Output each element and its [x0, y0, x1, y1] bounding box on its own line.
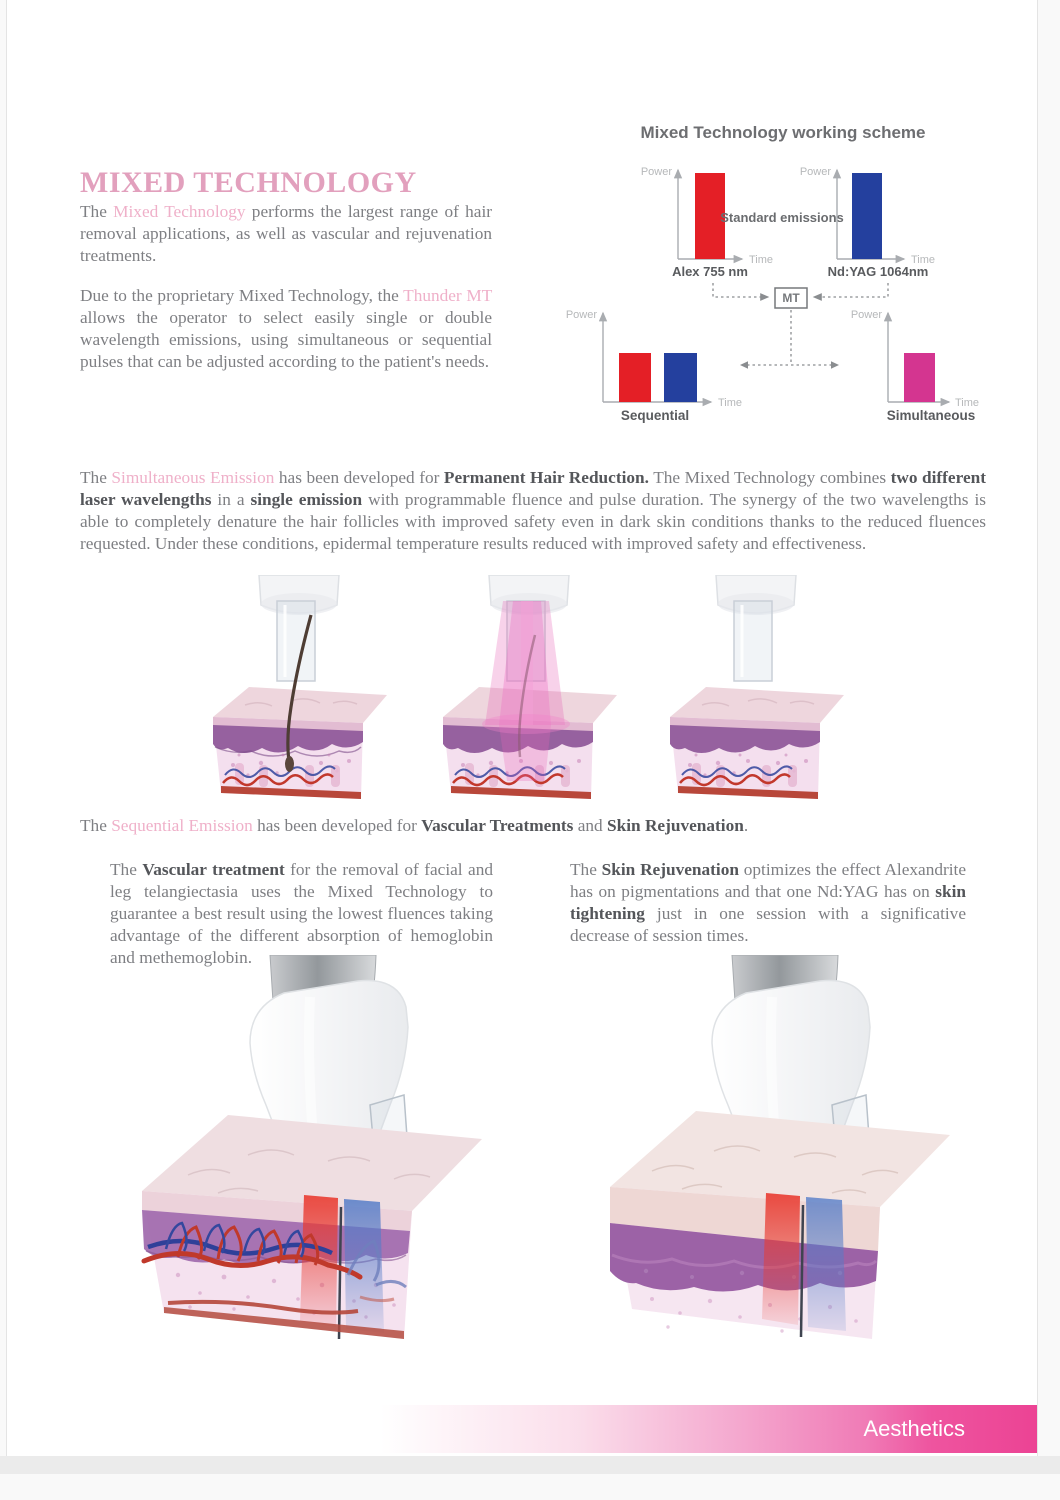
- ndyag-beam: [806, 1197, 846, 1331]
- ndyag-to-mt-connector: [814, 283, 888, 297]
- text-run: Due to the proprietary Mixed Technology, the: [80, 286, 404, 305]
- time-axis-label: Time: [955, 397, 980, 409]
- vascular-treatment-bold: Vascular treatment: [142, 860, 285, 879]
- single-emission-bold: single emission: [250, 490, 363, 509]
- right-margin: [1038, 0, 1060, 1456]
- power-axis-label: Power: [640, 166, 672, 178]
- hair-removal-step2-illustration: [423, 575, 623, 805]
- sequential-ndyag-bar: [664, 353, 697, 402]
- arrow-left-icon: [740, 361, 748, 368]
- power-axis-label: Power: [799, 166, 831, 178]
- simultaneous-mixed-bar: [904, 353, 935, 402]
- simultaneous-label: Simultaneous: [886, 408, 976, 423]
- text-run: The: [80, 468, 112, 487]
- power-axis-label: Power: [850, 309, 882, 321]
- time-axis-label: Time: [911, 254, 936, 266]
- hair-removal-step1-illustration: [193, 575, 393, 805]
- text-run: The: [570, 860, 602, 879]
- skin-rejuvenation-bold: Skin Rejuvenation: [601, 860, 739, 879]
- intro-paragraph-2: [80, 285, 492, 373]
- hair-follicle: [285, 756, 294, 772]
- text-run: The Mixed Technology combines: [648, 468, 891, 487]
- text-run: optimizes the effect Alexandrite has on pigmentations and that one Nd:YAG has on: [570, 860, 967, 901]
- skin-rejuvenation-paragraph: [570, 859, 966, 947]
- alexandrite-beam: [762, 1193, 800, 1325]
- text-run: for the removal of facial and leg telangiectasia uses the Mixed Technology to guarantee a best result using the lowest fluences taking advantage of the different absorption of hemoglobin and methemoglobin.: [110, 860, 493, 967]
- diagram-title: Mixed Technology working scheme: [640, 123, 926, 142]
- skin-tightening-bold: skin tightening: [570, 882, 966, 923]
- hair-removal-step3-illustration: [650, 575, 850, 805]
- page-bottom-separator: [0, 1456, 1060, 1474]
- simultaneous-emission-highlight: Simultaneous Emission: [111, 468, 275, 487]
- text-run: has been developed for: [274, 468, 444, 487]
- mixed-technology-working-scheme-diagram: [560, 112, 1050, 427]
- text-run: performs the largest range of hair removal applications, as well as vascular and rejuvenation treatments.: [80, 202, 493, 265]
- text-run: just in one session with a significative decrease of session times.: [570, 904, 966, 945]
- skin-rejuvenation-illustration: [582, 955, 982, 1347]
- vascular-treatment-illustration: [108, 955, 508, 1347]
- mixed-technology-highlight: Mixed Technology: [113, 202, 246, 221]
- sequential-emission-highlight: Sequential Emission: [111, 816, 253, 835]
- text-run: .: [743, 816, 749, 835]
- sequential-emission-line: [80, 815, 800, 837]
- aesthetics-label: Aesthetics: [863, 1416, 965, 1441]
- next-page-preview: [0, 1474, 1060, 1500]
- skin-rejuvenation-bold: Skin Rejuvenation: [607, 816, 744, 835]
- simultaneous-emission-paragraph: [80, 467, 986, 555]
- time-axis-label: Time: [718, 397, 743, 409]
- text-run: has been developed for: [252, 816, 422, 835]
- vascular-treatment-paragraph: [110, 859, 493, 969]
- text-run: The: [80, 816, 112, 835]
- ndyag-pulse-bar: [852, 173, 882, 259]
- time-axis-label: Time: [749, 254, 774, 266]
- mt-label: MT: [782, 291, 800, 305]
- page-title: MIXED TECHNOLOGY: [80, 166, 417, 199]
- ndyag-label: Nd:YAG 1064nm: [827, 264, 929, 279]
- page-edge-left: [6, 0, 7, 1456]
- arrow-right-icon: [831, 361, 839, 368]
- intro-paragraph-1: [80, 201, 492, 267]
- alex-to-mt-connector: [713, 283, 768, 297]
- sequential-alex-bar: [619, 353, 651, 402]
- vascular-treatments-bold: Vascular Treatments: [421, 816, 574, 835]
- text-run: The: [80, 202, 114, 221]
- text-run: with programmable fluence and pulse duration. The synergy of the two wavelengths is able to completely denature the hair follicles with improved safety even in dark skin conditions thanks to the reduced fluences requested. Under these conditions, epidermal temperature results reduced with improved safety and effectiveness.: [80, 490, 987, 553]
- sequential-label: Sequential: [620, 408, 690, 423]
- power-axis-label: Power: [565, 309, 597, 321]
- text-run: allows the operator to select easily single or double wavelength emissions, using simultaneous or sequential pulses that can be adjusted according to the patient's needs.: [80, 308, 492, 371]
- text-run: in a: [211, 490, 251, 509]
- aesthetics-banner: [380, 1405, 1037, 1453]
- left-margin: [0, 0, 6, 1456]
- permanent-hair-reduction-bold: Permanent Hair Reduction.: [443, 468, 649, 487]
- text-run: The: [110, 860, 143, 879]
- standard-emissions-label: Standard emissions: [720, 210, 844, 225]
- text-run: and: [573, 816, 607, 835]
- two-wavelengths-bold: two different laser wavelengths: [80, 468, 986, 509]
- alex-label: Alex 755 nm: [672, 264, 748, 279]
- thunder-mt-highlight: Thunder MT: [403, 286, 492, 305]
